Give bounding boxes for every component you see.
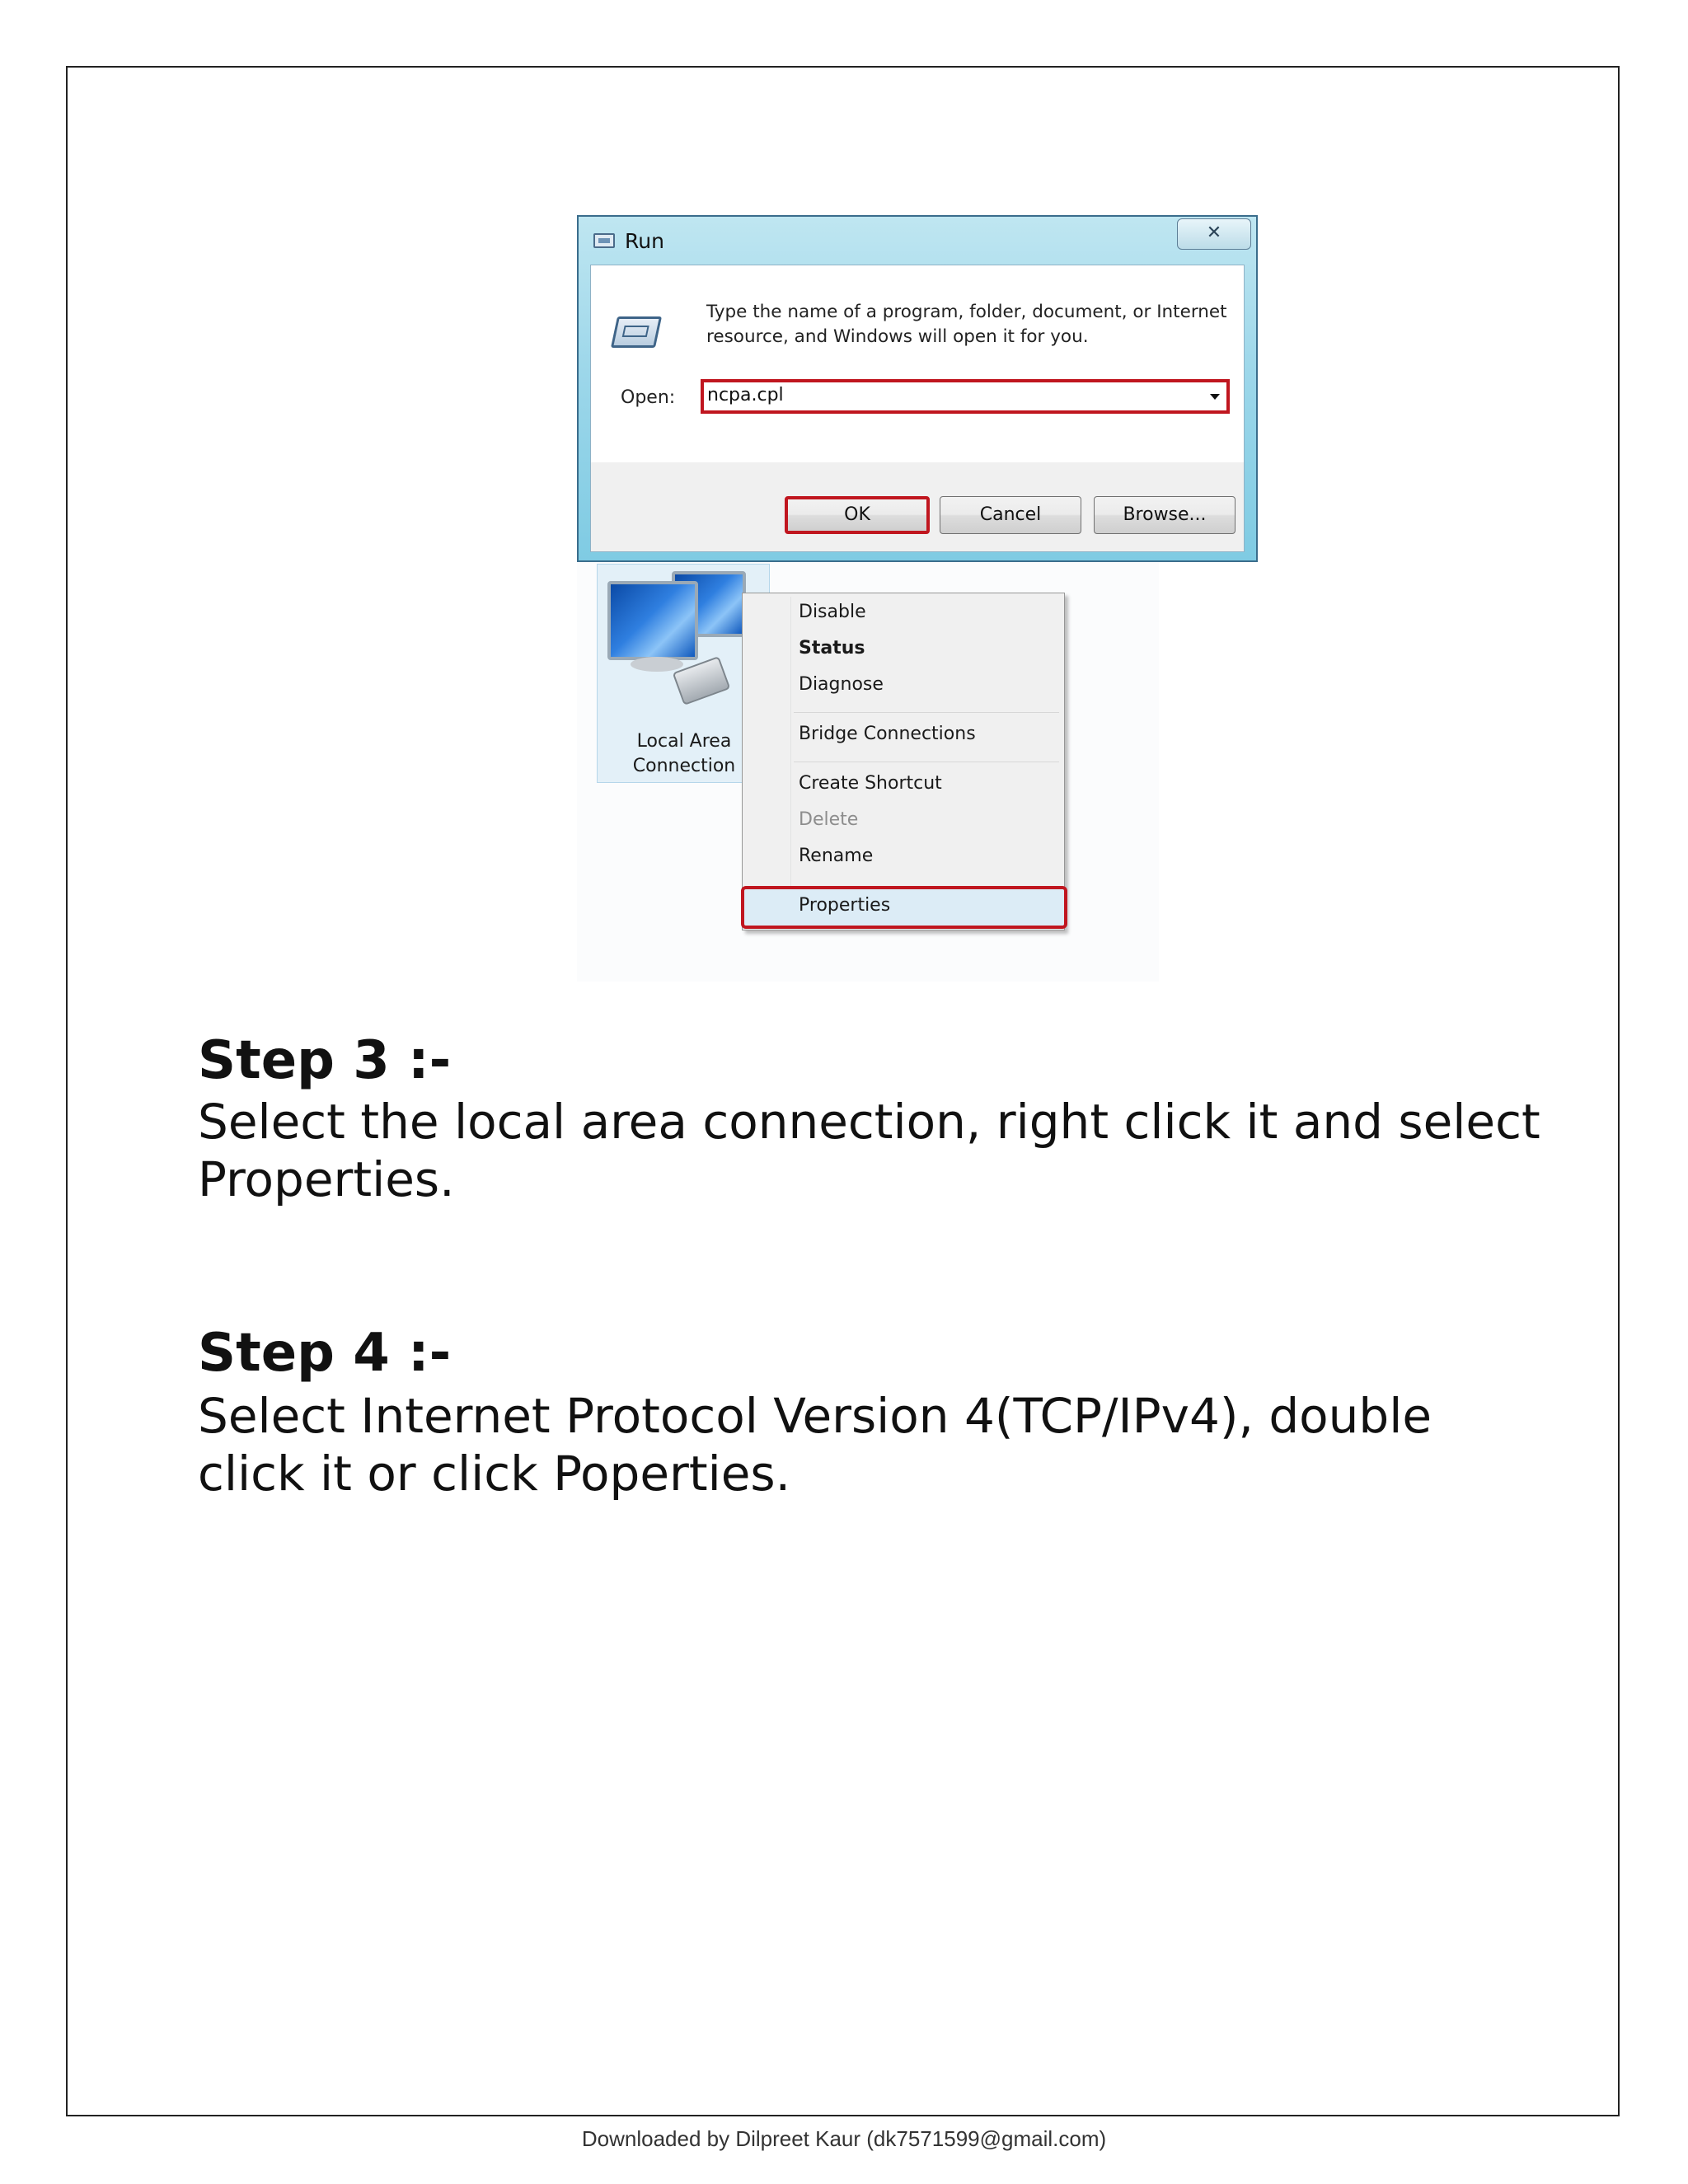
- open-input[interactable]: [701, 379, 1230, 414]
- program-icon: [611, 316, 662, 348]
- step-3-body: Select the local area connection, right click it and select Properties.: [198, 1094, 1540, 1207]
- menu-item-properties[interactable]: Properties: [799, 895, 891, 916]
- ok-button[interactable]: OK: [785, 496, 930, 534]
- menu-highlight-properties: [741, 886, 1067, 929]
- menu-item-disable[interactable]: Disable: [799, 602, 866, 622]
- close-button[interactable]: ✕: [1177, 218, 1251, 250]
- run-title: Run: [625, 229, 664, 253]
- connection-label: Local Area Connection: [632, 731, 736, 776]
- run-titlebar: [579, 217, 1256, 263]
- context-menu: [742, 593, 1065, 930]
- monitor-icon: [607, 581, 698, 660]
- cancel-button[interactable]: Cancel: [940, 496, 1081, 534]
- menu-item-rename[interactable]: Rename: [799, 846, 874, 866]
- menu-item-bridge-connections[interactable]: Bridge Connections: [799, 724, 976, 744]
- screenshot-composite: [577, 215, 1227, 982]
- network-connections-area: [577, 562, 1159, 982]
- open-label: Open:: [621, 387, 676, 408]
- run-description: Type the name of a program, folder, document, or Internet resource, and Windows will open it for you.: [706, 302, 1227, 347]
- monitor-stand: [631, 657, 683, 672]
- run-body: [590, 265, 1245, 552]
- step-4-title: Step 4 :-: [198, 1323, 452, 1384]
- menu-item-diagnose[interactable]: Diagnose: [799, 674, 884, 695]
- run-dialog: [577, 215, 1258, 562]
- menu-separator: [794, 712, 1059, 713]
- menu-item-delete: Delete: [799, 809, 859, 830]
- browse-button[interactable]: Browse...: [1094, 496, 1236, 534]
- menu-gutter: [790, 597, 791, 926]
- step-3-title: Step 3 :-: [198, 1030, 452, 1091]
- step-4-body: Select Internet Protocol Version 4(TCP/IPv4), double click it or click Poperties.: [198, 1388, 1432, 1502]
- download-footer: Downloaded by Dilpreet Kaur (dk7571599@gmail.com): [581, 2126, 1107, 2151]
- open-input-value: ncpa.cpl: [707, 385, 784, 405]
- menu-item-create-shortcut[interactable]: Create Shortcut: [799, 773, 942, 794]
- menu-item-status[interactable]: Status: [799, 638, 865, 658]
- dropdown-arrow-icon[interactable]: [1210, 394, 1220, 400]
- run-icon: [593, 233, 615, 248]
